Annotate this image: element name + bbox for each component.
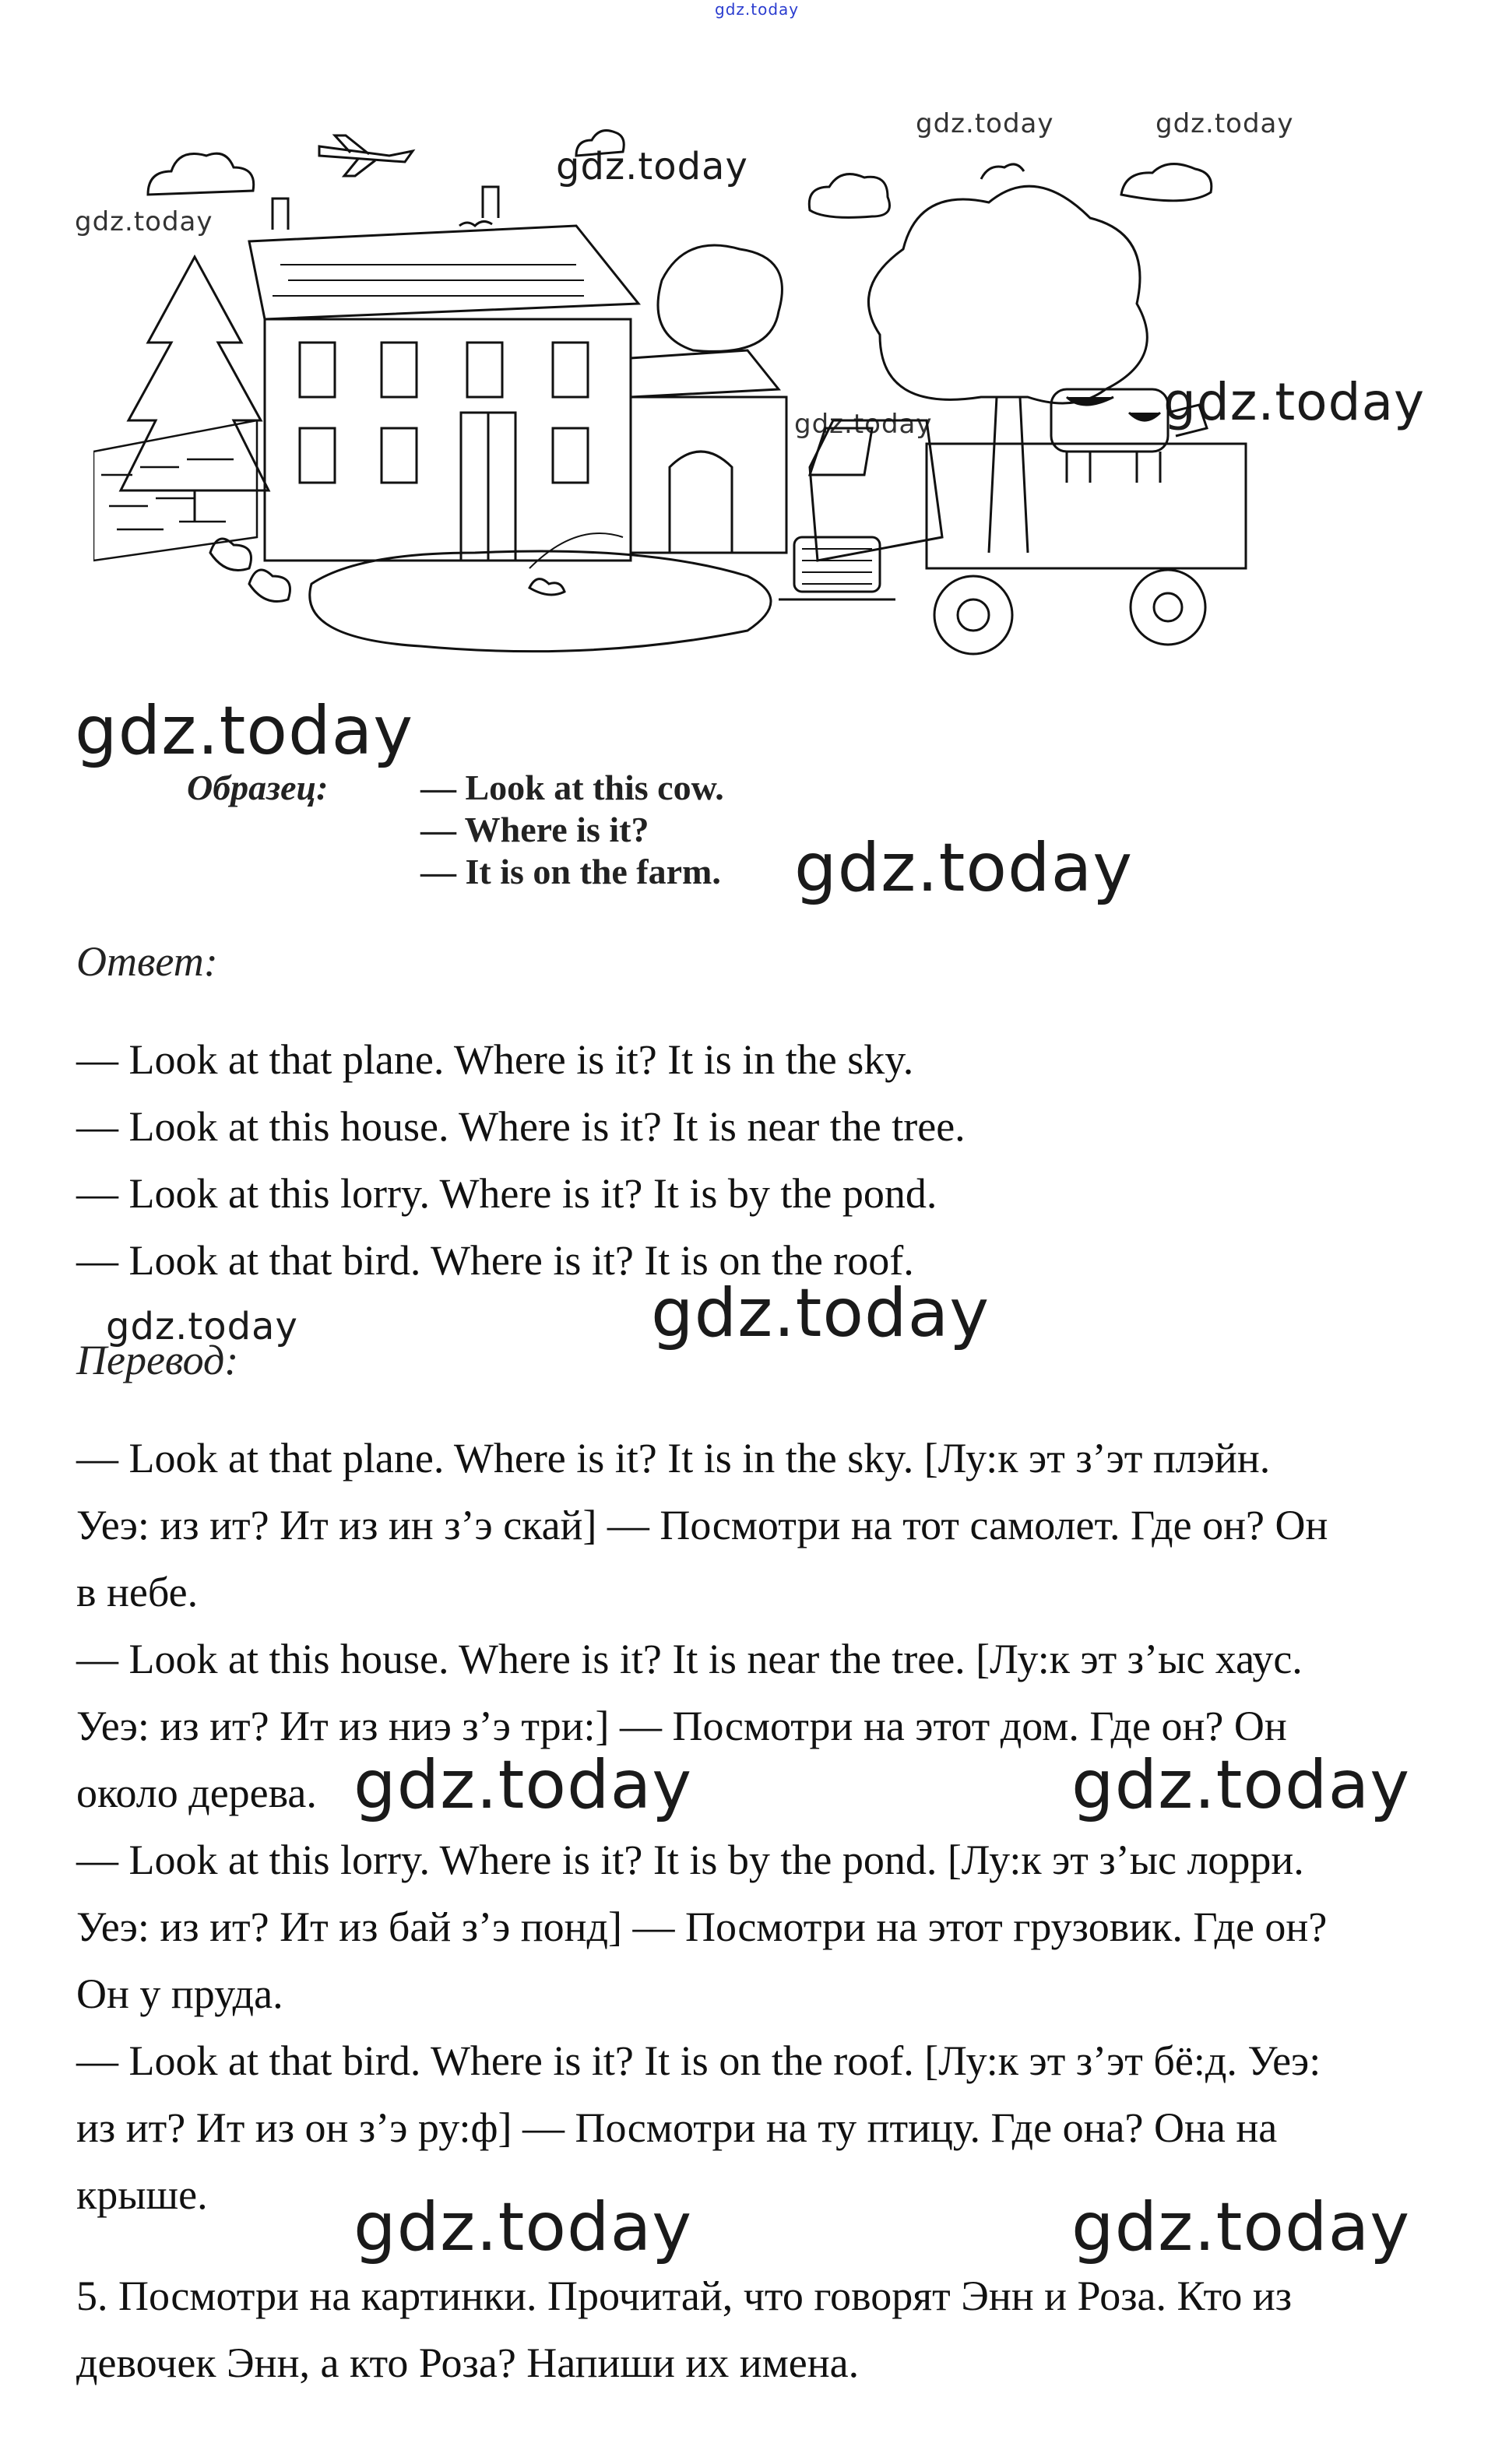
farm-illustration: [93, 101, 1277, 693]
plane-icon: [319, 135, 413, 176]
watermark: gdz.today: [106, 1305, 298, 1348]
answer-line: — Look at that plane. Where is it? It is in the sky.: [76, 1036, 914, 1083]
translation-line: — Look at that plane. Where is it? It is in the sky. [Лу:к эт з’эт плэйн.: [76, 1435, 1271, 1482]
watermark: gdz.today: [651, 1274, 990, 1352]
translation-line: — Look at this house. Where is it? It is near the tree. [Лу:к эт з’ыс хаус.: [76, 1636, 1303, 1682]
sample-line: — Look at this cow.: [420, 768, 724, 807]
translation-line: крыше.: [76, 2171, 208, 2218]
watermark: gdz.today: [715, 0, 800, 19]
watermark: gdz.today: [75, 692, 414, 770]
watermark: gdz.today: [556, 145, 748, 188]
answer-line: — Look at this house. Where is it? It is near the tree.: [76, 1103, 966, 1150]
watermark: gdz.today: [1155, 108, 1294, 139]
duck-icon: [529, 579, 565, 595]
answer-heading: Ответ:: [76, 938, 218, 985]
translation-line: в небе.: [76, 1569, 199, 1615]
sample-block: [187, 767, 724, 893]
pond: [310, 551, 771, 652]
translation-line: Уеэ: из ит? Ит из бай з’э понд] — Посмотри на этот грузовик. Где он?: [76, 1903, 1328, 1950]
translation-line: — Look at this lorry. Where is it? It is by the pond. [Лу:к эт з’ыс лорри.: [76, 1837, 1304, 1883]
translation-heading: Перевод:: [76, 1337, 239, 1383]
tree-icon: [868, 186, 1147, 553]
watermark: gdz.today: [1071, 1746, 1411, 1824]
task-line: девочек Энн, а кто Роза? Напиши их имена.: [76, 2339, 860, 2386]
watermark: gdz.today: [75, 206, 213, 237]
watermark: gdz.today: [794, 409, 933, 440]
barn-icon: [631, 350, 786, 553]
task-line: 5. Посмотри на картинки. Прочитай, что говорят Энн и Роза. Кто из: [76, 2272, 1293, 2319]
cow-icon: [1051, 389, 1207, 483]
watermark: gdz.today: [794, 829, 1134, 907]
sample-label: Образец:: [187, 768, 329, 807]
bird-icon: [459, 221, 492, 226]
watermark: gdz.today: [1163, 372, 1426, 432]
translation-line: Уеэ: из ит? Ит из ин з’э скай] — Посмотри на тот самолет. Где он? Он: [76, 1502, 1328, 1548]
cloud-icon: [148, 131, 1212, 218]
translation-line: Уеэ: из ит? Ит из ниэ з’э три:] — Посмотри на этот дом. Где он? Он: [76, 1703, 1287, 1749]
house-icon: [249, 187, 638, 561]
duck-icon: [210, 539, 290, 602]
answer-line: — Look at that bird. Where is it? It is on the roof.: [76, 1237, 914, 1284]
sample-line: — It is on the farm.: [420, 852, 721, 891]
translation-line: Он у пруда.: [76, 1970, 283, 2017]
translation-line: — Look at that bird. Where is it? It is on the roof. [Лу:к эт з’эт бё:д. Уеэ:: [76, 2037, 1321, 2084]
watermark: gdz.today: [354, 1746, 693, 1824]
translation-line: из ит? Ит из он з’э ру:ф] — Посмотри на ту птицу. Где она? Она на: [76, 2104, 1278, 2151]
translation-line: около дерева.: [76, 1770, 317, 1816]
answer-line: — Look at this lorry. Where is it? It is by the pond.: [76, 1170, 937, 1217]
watermark: gdz.today: [916, 108, 1054, 139]
sample-line: — Where is it?: [420, 810, 649, 849]
watermark: gdz.today: [1071, 2188, 1411, 2266]
tree-icon: [658, 245, 782, 351]
watermark: gdz.today: [354, 2188, 693, 2266]
fir-tree-icon: [121, 257, 269, 522]
lorry-icon: [779, 420, 1246, 654]
